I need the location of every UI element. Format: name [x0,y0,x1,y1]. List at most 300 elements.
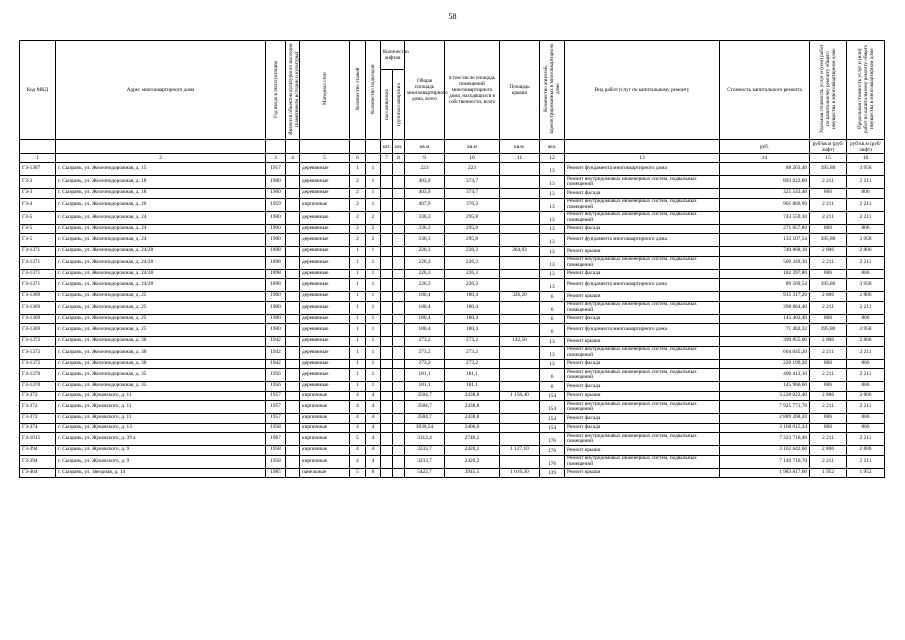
cell-code: ГЗ-5 [20,224,56,234]
cell-year: 1900 [266,211,286,224]
cell-her [286,198,300,211]
header-residents: Количество жителей, зарегистрированных в многоквартирном доме [540,41,565,140]
cell-ra: 326,20 [500,292,540,302]
cell-oa: 295,8 [445,234,500,247]
cell-year: 1985 [266,468,286,478]
cell-res: 139 [540,468,565,478]
cell-fl: 2 [350,234,366,247]
cell-ep [381,189,393,199]
cell-uc: 806 [810,423,847,433]
cell-ta: 181,1 [405,382,445,392]
column-number: 9 [405,154,445,163]
cell-mc: 2 211 [847,433,885,446]
column-number: 14 [720,154,810,163]
cell-wall: кирпичные [300,455,350,468]
cell-code: ГЗ-5 [20,234,56,247]
header-walls: Материал стен [300,41,350,140]
cell-her [286,391,300,401]
cell-addr: г. Сызрань, ул. Железнодорожная, д. 20 [56,198,266,211]
cell-code: ГЗ-1372 [20,337,56,347]
cell-code: ГЗ-394 [20,455,56,468]
cell-her [286,224,300,234]
cell-code: ГЗ-1371 [20,256,56,269]
cell-ep [381,247,393,257]
cell-ra [500,423,540,433]
cell-code: ГЗ-404 [20,468,56,478]
cell-oa: 3945,5 [445,468,500,478]
cell-ra [500,359,540,369]
cell-year: 1942 [266,346,286,359]
cell-ra [500,163,540,176]
column-number [366,154,381,163]
cell-oa: 376,3 [445,198,500,211]
table-row [20,256,885,269]
header-max-cost: Предельная стоимость услуг и (или) работ по капитальному ремонту общего имущества в многоквартирном доме [847,41,885,140]
cell-her [286,324,300,337]
cell-wall: деревянные [300,211,350,224]
cell-cost: 7 925 771,70 [720,401,810,414]
cell-addr: г. Сызрань, ул. Железнодорожная, д. 35 [56,369,266,382]
table-row [20,211,885,224]
cell-fl: 4 [350,401,366,414]
cell-cost: 88 263,40 [720,163,810,176]
cell-wall: деревянные [300,176,350,189]
cell-fl: 2 [350,224,366,234]
cell-ra: 1 150,40 [500,391,540,401]
column-number: 2 [56,154,266,163]
cell-ep [381,314,393,324]
cell-wall: деревянные [300,382,350,392]
cell-addr: г. Сызрань, ул. Железнодорожная, д. 24/28 [56,279,266,292]
header-entrances: Количество подъездов [366,41,381,140]
cell-ra: 264,03 [500,247,540,257]
cell-ra: 142,50 [500,337,540,347]
cell-addr: г. Сызрань, ул. Жуковского, д. 39 а [56,433,266,446]
cell-code: ГЗ-3 [20,189,56,199]
cell-ra [500,198,540,211]
unit-elev-pass: шт. [381,140,393,154]
cell-year: 1942 [266,337,286,347]
table-row [20,433,885,446]
cell-her [286,414,300,424]
header-heritage: Является объектом культурного наследия (памятником истории и культуры) [286,41,300,140]
cell-oa: 223 [445,163,500,176]
cell-ra [500,324,540,337]
column-number: 13 [565,154,720,163]
cell-ec [393,346,405,359]
cell-ec [393,224,405,234]
cell-en: 1 [366,279,381,292]
cell-wall: деревянные [300,163,350,176]
cell-mc: 806 [847,414,885,424]
cell-work: Ремонт внутридомовых инженерных систем, подвальных помещений [565,176,720,189]
cell-cost: 915 317,20 [720,292,810,302]
cell-year: 1942 [266,359,286,369]
table-row [20,292,885,302]
table-body [20,163,885,478]
cell-wall: деревянные [300,324,350,337]
cell-oa: 273,2 [445,337,500,347]
cell-work: Ремонт фундамента многоквартирного дома [565,234,720,247]
cell-ec [393,455,405,468]
cell-year: 1959 [266,198,286,211]
cell-wall: кирпичные [300,433,350,446]
cell-res: 6 [540,382,565,392]
cell-oa: 273,2 [445,359,500,369]
cell-ec [393,234,405,247]
cell-her [286,189,300,199]
cell-oa: 2740,2 [445,433,500,446]
cell-cost: 500 349,30 [720,256,810,269]
cell-year: 1957 [266,414,286,424]
cell-year: 1900 [266,224,286,234]
cell-ec [393,279,405,292]
cell-uc: 806 [810,314,847,324]
cell-mc: 806 [847,269,885,279]
cell-work: Ремонт крыши [565,391,720,401]
header-code: Код МКД [20,41,56,140]
cell-fl: 2 [350,176,366,189]
cell-ec [393,359,405,369]
table-row [20,279,885,292]
cell-addr: г. Сызрань, ул. Железнодорожная, д. 24/28 [56,269,266,279]
cell-ep [381,446,393,456]
cell-her [286,211,300,224]
cell-cost: 7 323 716,40 [720,433,810,446]
cell-code: ГЗ-1371 [20,247,56,257]
cell-oa: 2406,6 [445,423,500,433]
cell-her [286,433,300,446]
table-row [20,359,885,369]
cell-cost: 3 168 015,24 [720,423,810,433]
cell-res: 13 [540,176,565,189]
cell-ta: 336,3 [405,224,445,234]
cell-oa: 181,1 [445,382,500,392]
header-elev-pass: пассажирских [381,70,393,140]
cell-work: Ремонт внутридомовых инженерных систем, подвальных помещений [565,346,720,359]
cell-res: 13 [540,247,565,257]
column-number-row [20,154,885,163]
cell-ra [500,224,540,234]
cell-en: 1 [366,382,381,392]
cell-ra [500,401,540,414]
column-number: 5 [300,154,350,163]
cell-ep [381,369,393,382]
table-row [20,176,885,189]
cell-code: ГЗ-5 [20,211,56,224]
cell-uc: 806 [810,359,847,369]
cell-cost: 220 199,20 [720,359,810,369]
cell-res: 6 [540,324,565,337]
cell-en: 4 [366,401,381,414]
cell-year: 1960 [266,189,286,199]
table-row [20,189,885,199]
header-total-area: Общая площадь многоквартирного дома, всего [405,41,445,140]
cell-ep [381,234,393,247]
cell-ta: 180,4 [405,314,445,324]
cell-fl: 1 [350,292,366,302]
cell-en: 1 [366,301,381,314]
table-row [20,224,885,234]
cell-en: 1 [366,292,381,302]
cell-work: Ремонт фасада [565,359,720,369]
cell-ep [381,401,393,414]
cell-ec [393,256,405,269]
cell-mc: 2 211 [847,455,885,468]
cell-uc: 806 [810,414,847,424]
unit-address [56,140,266,154]
cell-cost: 3 228 022,40 [720,391,810,401]
cell-mc: 806 [847,382,885,392]
cell-work: Ремонт фасада [565,314,720,324]
cell-ta: 3930,54 [405,423,445,433]
cell-oa: 2438,8 [445,414,500,424]
cell-ec [393,301,405,314]
cell-work: Ремонт крыши [565,446,720,456]
cell-addr: г. Сызрань, ул. Железнодорожная, д. 24 [56,211,266,224]
cell-mc: 2 806 [847,446,885,456]
cell-fl: 1 [350,359,366,369]
cell-ta: 336,3 [405,234,445,247]
cell-year: 1958 [266,455,286,468]
cell-code: ГЗ-372 [20,414,56,424]
cell-addr: г. Сызрань, ул. Железнодорожная, д. 24 [56,224,266,234]
table-row [20,391,885,401]
table-row [20,346,885,359]
cell-addr: г. Сызрань, ул. Железнодорожная, д. 18 [56,176,266,189]
cell-ta: 226,3 [405,279,445,292]
cell-code: ГЗ-1367 [20,163,56,176]
cell-ec [393,401,405,414]
cell-year: 1956 [266,369,286,382]
cell-her [286,468,300,478]
cell-fl: 2 [350,189,366,199]
cell-en: 6 [366,468,381,478]
table-row [20,414,885,424]
cell-mc: 2 211 [847,401,885,414]
cell-ec [393,433,405,446]
cell-fl: 1 [350,279,366,292]
cell-her [286,401,300,414]
cell-ec [393,211,405,224]
cell-cost: 604 045,20 [720,346,810,359]
cell-wall: деревянные [300,314,350,324]
cell-ec [393,446,405,456]
cell-ep [381,256,393,269]
cell-ec [393,163,405,176]
cell-her [286,279,300,292]
table-row [20,382,885,392]
cell-ta: 403,9 [405,176,445,189]
cell-addr: г. Сызрань, ул. Железнодорожная, д. 30 [56,337,266,347]
cell-uc: 2 211 [810,211,847,224]
cell-ta: 273,2 [405,346,445,359]
cell-code: ГЗ-394 [20,446,56,456]
cell-ec [393,176,405,189]
cell-en: 4 [366,414,381,424]
cell-ta: 273,2 [405,337,445,347]
table-row [20,163,885,176]
column-number: 7 [381,154,393,163]
cell-ta: 180,4 [405,292,445,302]
cell-year: 1917 [266,163,286,176]
cell-cost: 400 412,10 [720,369,810,382]
cell-res: 13 [540,256,565,269]
unit-heritage [286,140,300,154]
cell-ep [381,163,393,176]
cell-addr: г. Сызрань, ул. Железнодорожная, д. 25 [56,301,266,314]
cell-ep [381,337,393,347]
cell-res: 13 [540,337,565,347]
cell-en: 1 [366,247,381,257]
cell-code: ГЗ-1369 [20,314,56,324]
cell-uc: 395,80 [810,324,847,337]
cell-mc: 2 211 [847,176,885,189]
cell-her [286,292,300,302]
cell-ra [500,314,540,324]
cell-uc: 2 211 [810,176,847,189]
cell-ec [393,247,405,257]
cell-year: 1967 [266,433,286,446]
cell-res: 6 [540,314,565,324]
cell-ec [393,189,405,199]
cell-uc: 395,80 [810,234,847,247]
cell-wall: деревянные [300,279,350,292]
cell-oa: 273,2 [445,346,500,359]
cell-her [286,369,300,382]
cell-work: Ремонт фундамента многоквартирного дома [565,279,720,292]
cell-work: Ремонт фасада [565,189,720,199]
unit-unit-cost: руб/кв.м (руб/лифт) [810,140,847,154]
cell-code: ГЗ-3 [20,176,56,189]
cell-addr: г. Сызрань, ул. Железнодорожная, д. 25 [56,314,266,324]
cell-wall: деревянные [300,337,350,347]
cell-wall: деревянные [300,359,350,369]
cell-en: 2 [366,234,381,247]
cell-addr: г. Сызрань, ул. Железнодорожная, д. 30 [56,346,266,359]
header-elev-cargo: грузопассажирских [393,70,405,140]
cell-ta: 336,3 [405,211,445,224]
cell-mc: 2 211 [847,301,885,314]
cell-oa: 374,7 [445,189,500,199]
cell-code: ГЗ-1370 [20,369,56,382]
cell-addr: г. Сызрань, ул. Железнодорожная, д. 15 [56,163,266,176]
cell-year: 1958 [266,423,286,433]
cell-ec [393,468,405,478]
cell-en: 1 [366,176,381,189]
cell-res: 6 [540,301,565,314]
cell-work: Ремонт внутридомовых инженерных систем, подвальных помещений [565,369,720,382]
cell-res: 176 [540,446,565,456]
cell-ec [393,369,405,382]
cell-addr: г. Сызрань, ул. Железнодорожная, д. 24 [56,234,266,247]
table-row [20,446,885,456]
cell-res: 13 [540,269,565,279]
column-number: 8 [393,154,405,163]
cell-year: 1898 [266,247,286,257]
cell-code: ГЗ-1370 [20,382,56,392]
cell-addr: г. Сызрань, ул. Железнодорожная, д. 24/28 [56,247,266,257]
header-cost: Стоимость капитального ремонта [720,41,810,140]
cell-en: 1 [366,256,381,269]
cell-code: ГЗ-374 [20,423,56,433]
cell-wall: кирпичные [300,401,350,414]
cell-ra [500,433,540,446]
cell-wall: деревянные [300,256,350,269]
cell-her [286,346,300,359]
cell-mc: 806 [847,359,885,369]
cell-fl: 2 [350,198,366,211]
cell-year: 1900 [266,314,286,324]
cell-fl: 1 [350,382,366,392]
cell-ra [500,279,540,292]
cell-ep [381,211,393,224]
cell-res: 13 [540,279,565,292]
cell-work: Ремонт фасада [565,269,720,279]
cell-fl: 1 [350,301,366,314]
cell-mc: 3 958 [847,163,885,176]
cell-uc: 2 211 [810,301,847,314]
cell-mc: 2 211 [847,346,885,359]
cell-year: 1957 [266,401,286,414]
cell-addr: г. Сызрань, ул. Жуковского, д. 11 [56,414,266,424]
cell-ta: 3584,7 [405,414,445,424]
cell-her [286,382,300,392]
cell-code: ГЗ-1372 [20,346,56,359]
cell-oa: 2420,2 [445,446,500,456]
cell-fl: 2 [350,211,366,224]
cell-uc: 2 211 [810,433,847,446]
cell-en: 1 [366,337,381,347]
table-row [20,234,885,247]
cell-res: 13 [540,211,565,224]
cell-en: 4 [366,446,381,456]
cell-en: 2 [366,211,381,224]
cell-oa: 226,3 [445,247,500,257]
cell-mc: 806 [847,224,885,234]
cell-mc: 2 806 [847,391,885,401]
cell-work: Ремонт фасада [565,414,720,424]
cell-work: Ремонт фундамента многоквартирного дома [565,324,720,337]
cell-fl: 1 [350,314,366,324]
cell-year: 1900 [266,234,286,247]
cell-wall: кирпичные [300,423,350,433]
cell-ec [393,414,405,424]
cell-ra [500,211,540,224]
cell-ra: 1 127,10 [500,446,540,456]
cell-oa: 2420,2 [445,455,500,468]
cell-cost: 71 402,32 [720,324,810,337]
table-row [20,401,885,414]
cell-her [286,234,300,247]
unit-elev-cargo: шт. [393,140,405,154]
unit-entrances [366,140,381,154]
cell-her [286,423,300,433]
cell-cost: 7 149 710,70 [720,455,810,468]
header-unit-cost: Удельная стоимость услуг и (или) работ по капитальному ремонту общего имущества в многоквартирном доме [810,41,847,140]
cell-en: 1 [366,359,381,369]
cell-res: 154 [540,391,565,401]
cell-uc: 1 952 [810,468,847,478]
cell-ta: 226,3 [405,269,445,279]
cell-ec [393,391,405,401]
cell-mc: 2 806 [847,337,885,347]
cell-addr: г. Сызрань, ул. Звездная, д. 14 [56,468,266,478]
cell-fl: 4 [350,391,366,401]
cell-year: 1898 [266,279,286,292]
cell-work: Ремонт фасада [565,423,720,433]
cell-mc: 2 806 [847,247,885,257]
